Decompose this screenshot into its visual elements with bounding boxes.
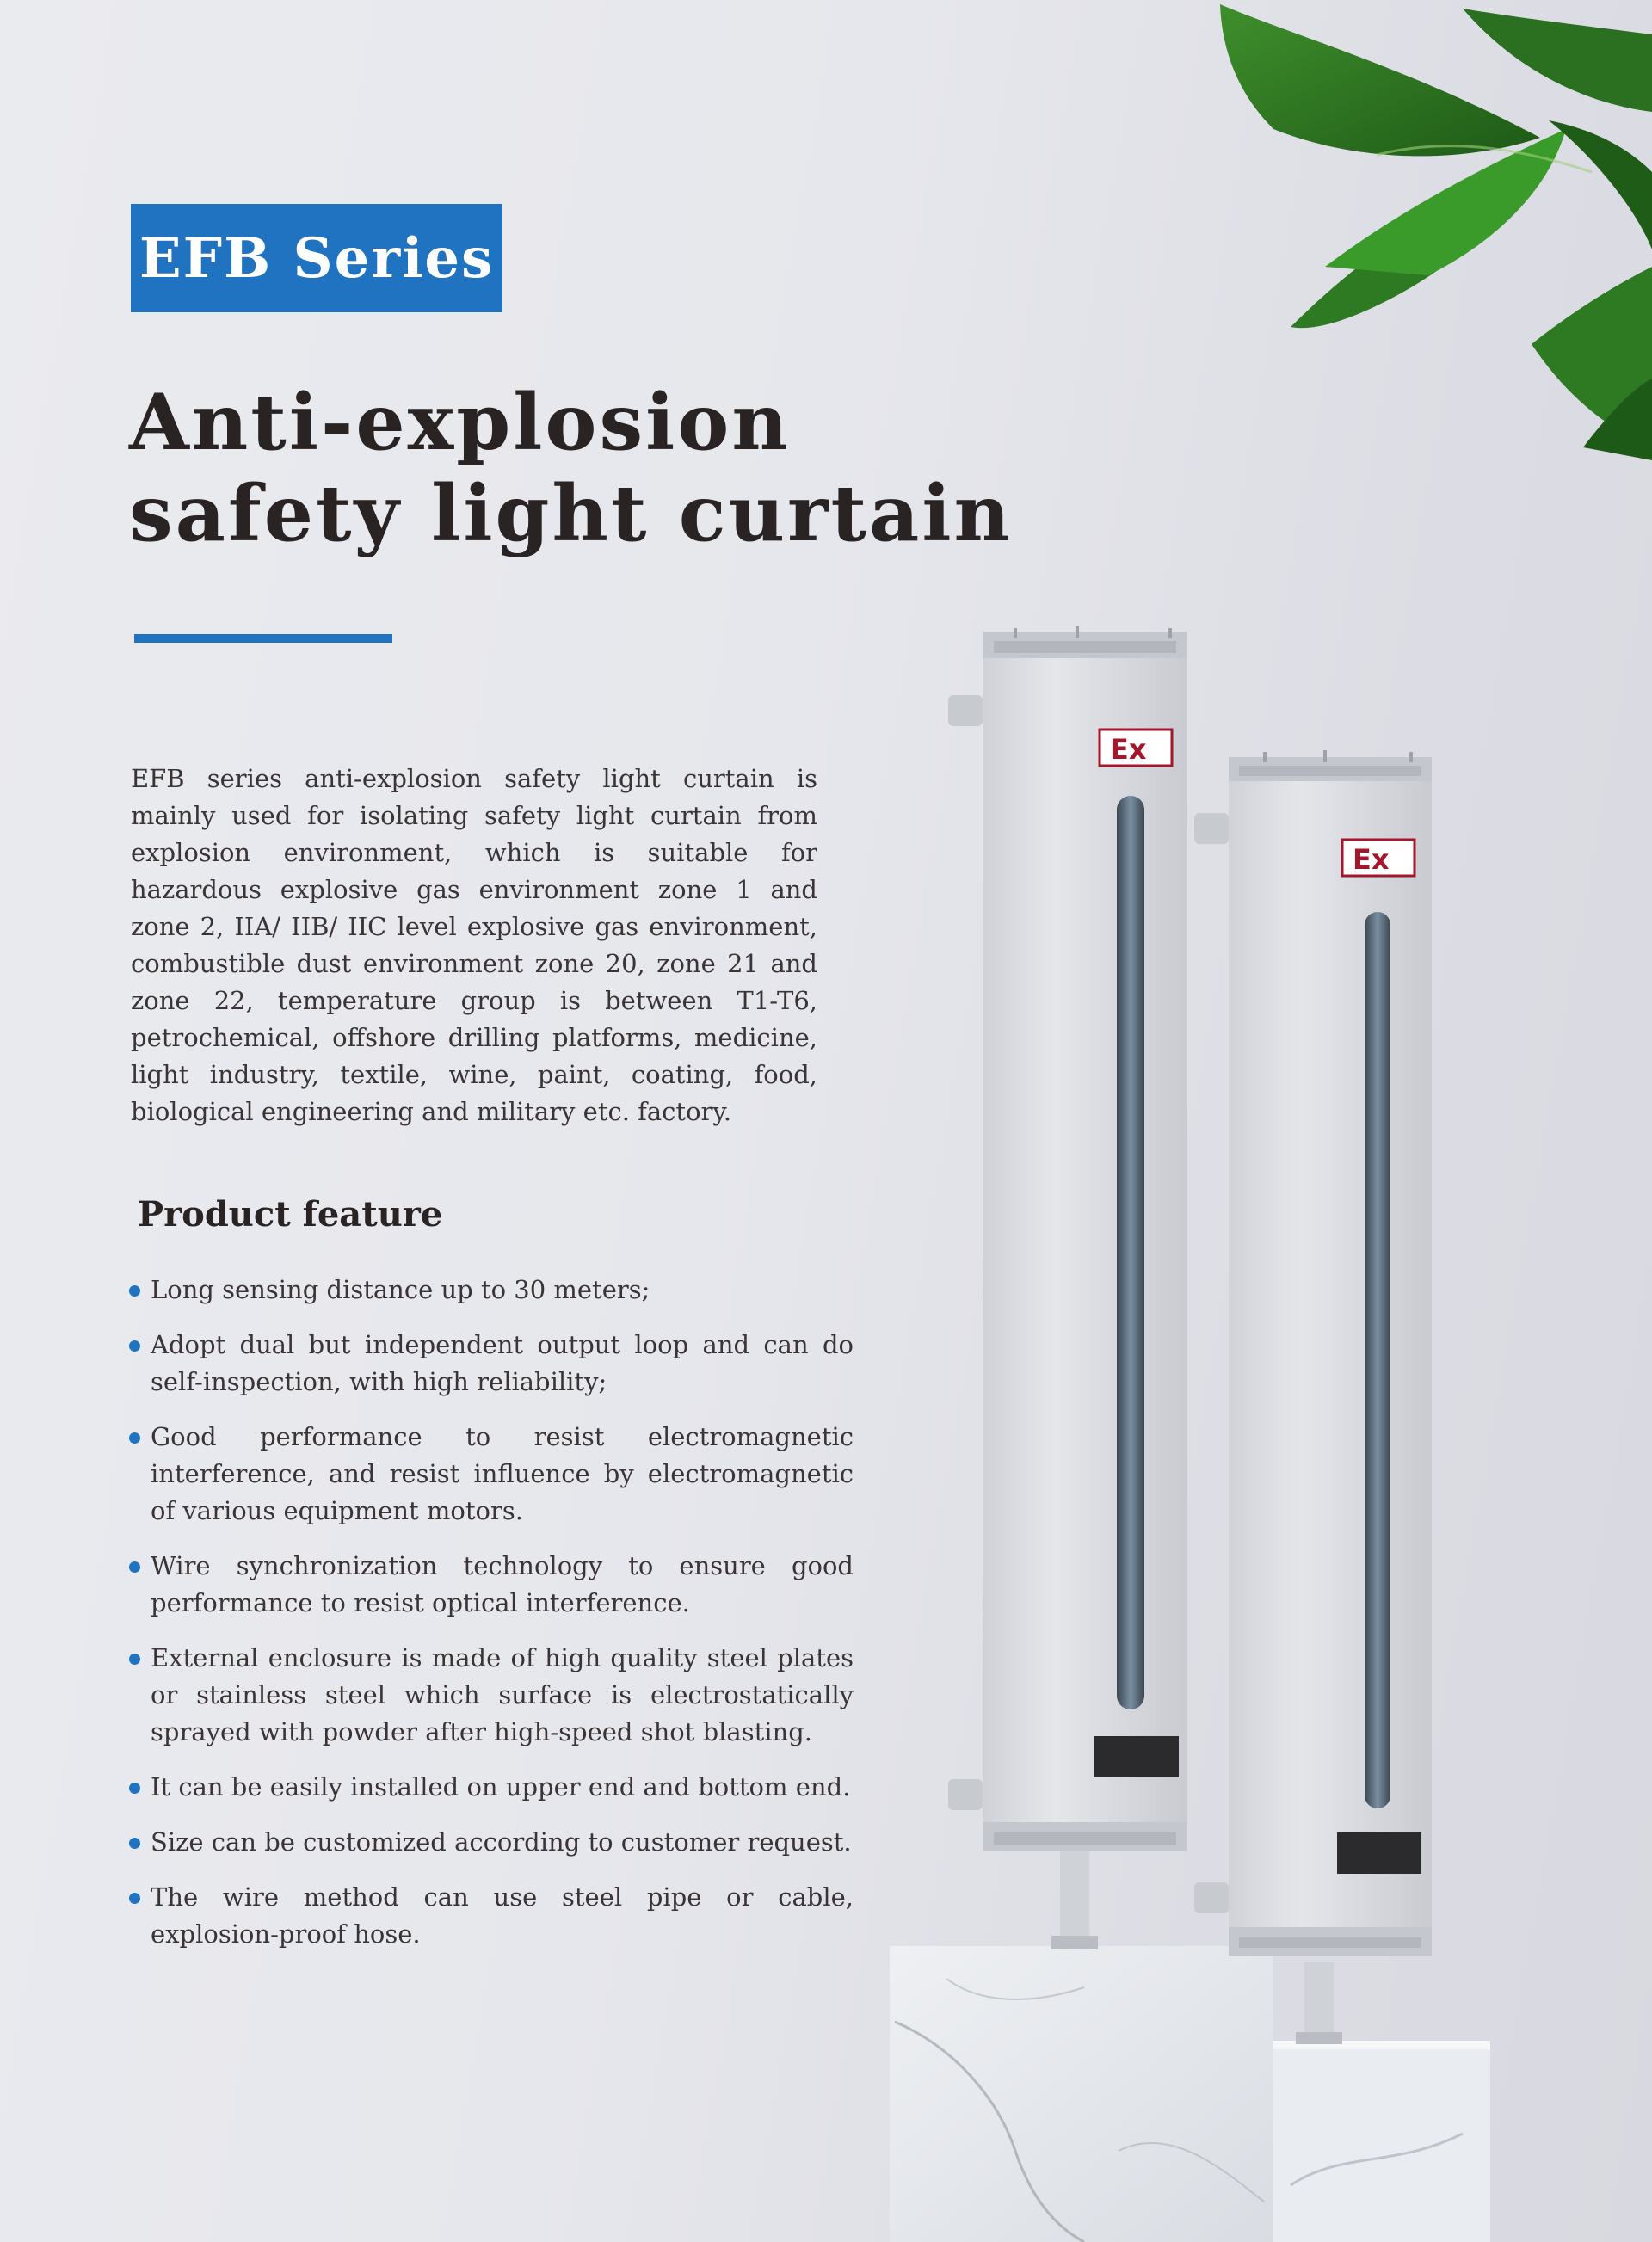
feature-text: Long sensing distance up to 30 meters; [151,1275,650,1304]
bullet-dot-icon [129,1561,140,1573]
list-item [129,1272,854,1309]
feature-text: External enclosure is made of high quality steel plates or stainless steel which surface is electrostatically sprayed with powder after high-speed shot blasting. [151,1643,854,1746]
list-item [129,1640,854,1751]
title-underline [134,634,392,643]
intro-paragraph: EFB series anti-explosion safety light curtain is mainly used for isolating safety light curtain from explosion environment, which is suitable for hazardous explosive gas environment zone 1 and zone 2, IIA/ IIB/ IIC level explosive gas environment, combustible dust environment zone 20, zone 21 and zone 22, temperature group is between T1-T6, petrochemical, offshore drilling platforms, medicine, light industry, textile, wine, paint, coating, food, biological engineering and military etc. factory. [131,764,817,1126]
feature-text: Size can be customized according to customer request. [151,1827,852,1857]
feature-text: It can be easily installed on upper end and bottom end. [151,1772,851,1802]
series-badge: EFB Series [131,204,502,312]
feature-heading: Product feature [138,1194,443,1235]
bullet-dot-icon [129,1432,140,1444]
list-item [129,1824,854,1861]
ex-mark-icon: Ex [1353,843,1390,876]
feature-text: Wire synchronization technology to ensure good performance to resist optical interference. [151,1551,854,1617]
bullet-dot-icon [129,1285,140,1297]
list-item [129,1419,854,1530]
bullet-dot-icon [129,1340,140,1352]
list-item [129,1548,854,1622]
bullet-dot-icon [129,1654,140,1665]
marble-pedestals [890,1946,1490,2242]
feature-list [129,1272,854,1971]
bullet-dot-icon [129,1783,140,1794]
list-item [129,1879,854,1953]
leaf-icon [1220,4,1652,460]
list-item [129,1769,854,1806]
feature-text: Good performance to resist electromagnetic interference, and resist influence by electromagnetic of various equipment motors. [151,1422,854,1525]
light-curtain-right [1194,750,1432,2044]
feature-text: The wire method can use steel pipe or cable, explosion-proof hose. [151,1882,854,1949]
title-line-2: safety light curtain [129,468,1013,559]
title-line-1: Anti-explosion [129,377,791,468]
feature-text: Adopt dual but independent output loop and can do self-inspection, with high reliability; [151,1330,854,1396]
ex-mark-icon: Ex [1110,733,1147,766]
page-title [129,377,1013,559]
light-curtain-left [948,626,1187,1949]
list-item [129,1327,854,1401]
bullet-dot-icon [129,1838,140,1849]
bullet-dot-icon [129,1893,140,1904]
